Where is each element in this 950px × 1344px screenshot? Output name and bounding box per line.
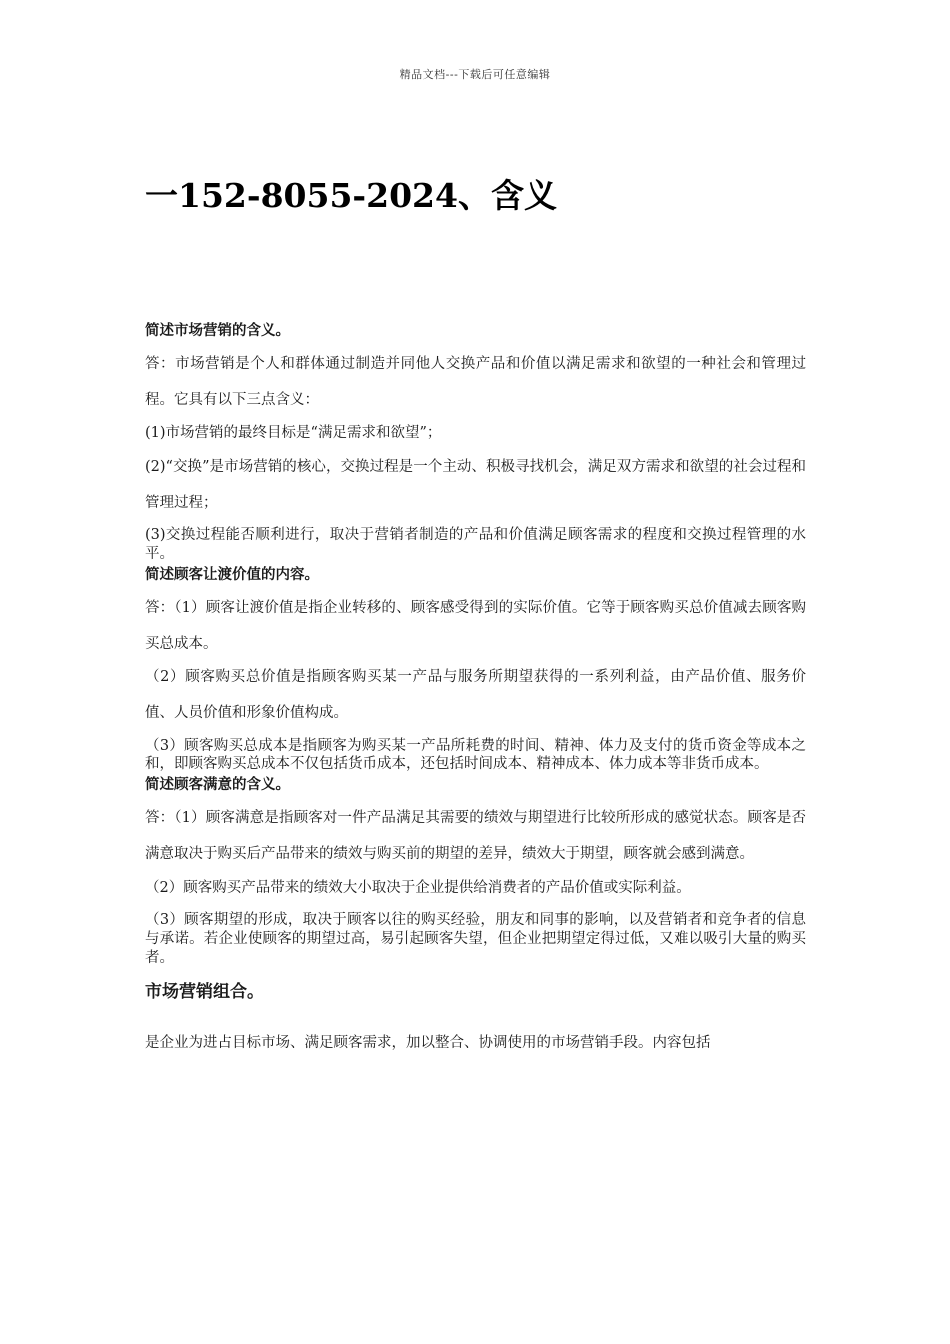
answer-satisfaction-3: （3）顾客期望的形成，取决于顾客以往的购买经验，朋友和同事的影响，以及营销者和竞争者的信息与承诺。若企业使顾客的期望过高，易引起顾客失望，但企业把期望定得过低，又难以吸引大量的购买者。 [145, 911, 806, 966]
answer-delivered-value-1: 答：（1）顾客让渡价值是指企业转移的、顾客感受得到的实际价值。它等于顾客购买总价值减去顾客购买总成本。 [145, 599, 806, 652]
answer-satisfaction-2: （2）顾客购买产品带来的绩效大小取决于企业提供给消费者的产品价值或实际利益。 [145, 879, 691, 896]
question-customer-satisfaction: 简述顾客满意的含义。 [145, 776, 290, 794]
question-marketing-meaning: 简述市场营销的含义。 [145, 322, 290, 339]
answer-delivered-value-3: （3）顾客购买总成本是指顾客为购买某一产品所耗费的时间、精神、体力及支付的货币资金等成本之和，即顾客购买总成本不仅包括货币成本，还包括时间成本、精神成本、体力成本等非货币成本。 [145, 737, 806, 773]
question-customer-delivered-value: 简述顾客让渡价值的内容。 [145, 565, 319, 583]
answer-marketing-point-3: (3)交换过程能否顺利进行，取决于营销者制造的产品和价值满足顾客需求的程度和交换过程管理的水平。 [145, 527, 806, 562]
answer-satisfaction-1: 答：（1）顾客满意是指顾客对一件产品满足其需要的绩效与期望进行比较所形成的感觉状态。顾客是否满意取决于购买后产品带来的绩效与购买前的期望的差异，绩效大于期望，顾客就会感到满意。 [145, 810, 806, 863]
section-heading-marketing-mix: 市场营销组合。 [145, 982, 264, 1003]
answer-marketing-meaning-intro: 答：市场营销是个人和群体通过制造并同他人交换产品和价值以满足需求和欲望的一种社会和管理过程。它具有以下三点含义： [145, 355, 806, 409]
marketing-mix-text: 是企业为进占目标市场、满足顾客需求，加以整合、协调使用的市场营销手段。内容包括 [145, 1034, 711, 1051]
answer-delivered-value-2: （2）顾客购买总价值是指顾客购买某一产品与服务所期望获得的一系列利益，由产品价值、服务价值、人员价值和形象价值构成。 [145, 669, 806, 722]
answer-marketing-point-2: (2)“交换”是市场营销的核心，交换过程是一个主动、积极寻找机会，满足双方需求和欲望的社会过程和管理过程； [145, 458, 806, 511]
document-title: 一152-8055-2024、含义 [145, 176, 557, 215]
document-body [145, 322, 806, 1052]
page-header: 精品文档---下载后可任意编辑 [399, 68, 551, 81]
answer-marketing-point-1: (1)市场营销的最终目标是“满足需求和欲望”； [145, 425, 442, 442]
